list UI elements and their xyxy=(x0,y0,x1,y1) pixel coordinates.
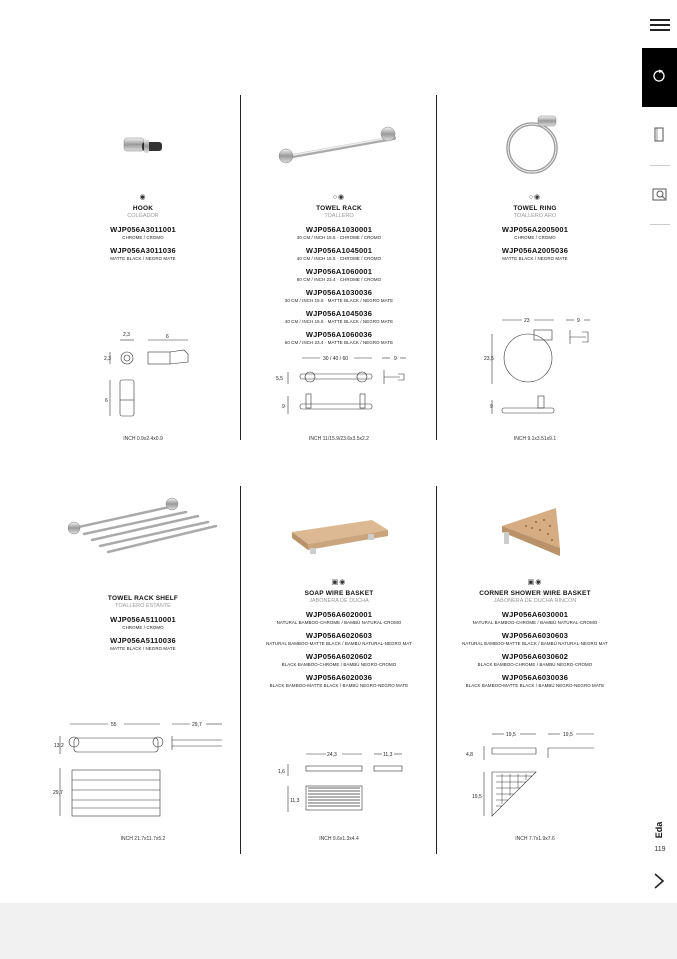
menu-icon[interactable] xyxy=(650,16,670,36)
dim-label: 23,5 xyxy=(484,356,494,362)
dim-label: 1,6 xyxy=(278,769,285,775)
loop-icon xyxy=(652,69,666,83)
product-name: HOOK xyxy=(132,205,154,212)
product-code-desc: BLACK BAMBOO-MATTE BLACK / BAMBÚ NEGRO-NEGRO MATE xyxy=(465,683,605,688)
product-code: WJP056A6020602 xyxy=(305,652,373,661)
product-corner-shower-wire-basket xyxy=(440,578,630,688)
dim-label: 11,3 xyxy=(290,798,300,804)
product-towel-rack-shelf xyxy=(48,591,238,651)
finish-marks: ○◉ xyxy=(332,194,346,201)
hook-dimension-drawing xyxy=(100,328,200,420)
product-code: WJP056A6020603 xyxy=(305,631,373,640)
dim-label: 6 xyxy=(166,334,169,340)
dim-label: 2,3 xyxy=(123,332,130,338)
loop-button[interactable] xyxy=(642,48,677,107)
dim-label: 9 xyxy=(490,404,493,410)
towel-ring-product-image xyxy=(500,110,570,182)
product-code-desc: NATURAL BAMBOO-MATTE BLACK / BAMBÚ NATURAL-NEGRO MAT xyxy=(266,641,412,646)
product-name-es: TOALLERO xyxy=(324,213,354,219)
corner-basket-product-image xyxy=(496,504,570,562)
brand-name: Eda xyxy=(654,821,664,839)
product-code: WJP056A1060036 xyxy=(305,330,373,339)
inch-dimensions: INCH 11/15.9/23.6x3.5x2.2 xyxy=(309,436,369,442)
product-code: WJP056A1060001 xyxy=(305,267,373,276)
footer-strip xyxy=(0,903,677,959)
product-code-desc: 60 CM / INCH 23.4 · MATTE BLACK / NEGRO MATE xyxy=(284,340,394,345)
dim-label: 5,5 xyxy=(276,376,283,382)
next-arrow-icon[interactable] xyxy=(652,872,666,890)
dim-label: 19,5 xyxy=(563,732,573,738)
product-code-desc: 30 CM / INCH 15.5 · CHROME / CROMO xyxy=(296,235,382,240)
product-code: WJP056A1045001 xyxy=(305,246,373,255)
dim-label: 24,3 xyxy=(327,752,337,758)
dim-label: 19,5 xyxy=(472,794,482,800)
dim-label: 29,7 xyxy=(192,722,202,728)
dim-label: 4,8 xyxy=(466,752,473,758)
towel-rack-dimension-drawing xyxy=(272,350,412,422)
product-code-desc: BLACK BAMBOO-CHROME / BAMBÚ NEGRO-CROMO xyxy=(477,662,593,667)
product-code-desc: CHROME / CROMO xyxy=(122,235,164,240)
dim-label: 9 xyxy=(577,318,580,324)
product-code-desc: CHROME / CROMO xyxy=(514,235,556,240)
towel-rack-product-image xyxy=(274,120,404,170)
finish-marks: ○◉ xyxy=(528,194,542,201)
product-code-desc: 40 CM / INCH 15.5 · CHROME / CROMO xyxy=(296,256,382,261)
product-code: WJP056A5110001 xyxy=(110,615,176,624)
product-name-es: JABONERA DE DUCHA RINCON xyxy=(493,598,577,604)
dim-label: 29,7 xyxy=(53,790,63,796)
towel-rack-shelf-product-image xyxy=(62,494,222,560)
product-name: TOWEL RING xyxy=(513,205,557,212)
product-code-desc: MATTE BLACK / NEGRO MATE xyxy=(502,256,568,261)
product-code: WJP056A2005036 xyxy=(501,246,569,255)
product-hook xyxy=(48,193,238,261)
product-code-desc: MATTE BLACK / NEGRO MATE xyxy=(110,646,176,651)
product-name: TOWEL RACK xyxy=(316,205,362,212)
product-soap-wire-basket xyxy=(244,578,434,688)
finish-marks: ▣◉ xyxy=(527,579,543,586)
product-name: TOWEL RACK SHELF xyxy=(107,595,179,602)
product-code: WJP056A6020036 xyxy=(305,673,373,682)
product-code-desc: 40 CM / INCH 15.5 · MATTE BLACK / NEGRO MATE xyxy=(284,319,394,324)
finish-marks: ▣◉ xyxy=(331,579,347,586)
product-code: WJP056A1030036 xyxy=(305,288,373,297)
dim-label: 23 xyxy=(524,318,530,324)
product-code-desc: CHROME / CROMO xyxy=(122,625,164,630)
product-name: SOAP WIRE BASKET xyxy=(304,590,374,597)
product-code-desc: NATURAL BAMBOO-CHROME / BAMBÚ NATURAL-CROMO xyxy=(276,620,402,625)
inch-dimensions: INCH 21.7x11.7x5.2 xyxy=(120,836,166,842)
product-code-desc: MATTE BLACK / NEGRO MATE xyxy=(110,256,176,261)
product-code: WJP056A5110036 xyxy=(110,636,176,645)
product-code: WJP056A6020001 xyxy=(305,610,373,619)
inch-dimensions: INCH 7.7x1.9x7.6 xyxy=(515,836,555,842)
dim-label: 55 xyxy=(111,722,117,728)
zoom-icon[interactable] xyxy=(651,186,669,204)
finish-marks: ◉ xyxy=(139,194,147,201)
column-divider xyxy=(240,486,241,854)
product-code-desc: 30 CM / INCH 15.5 · MATTE BLACK / NEGRO MATE xyxy=(284,298,394,303)
product-code: WJP056A3011036 xyxy=(110,246,176,255)
product-code: WJP056A6030001 xyxy=(501,610,569,619)
dim-label: 11,3 xyxy=(383,752,393,758)
product-code: WJP056A6030603 xyxy=(501,631,569,640)
corner-basket-dimension-drawing xyxy=(462,728,602,822)
separator xyxy=(650,224,670,225)
product-name-es: COLGADOR xyxy=(127,213,159,219)
dim-label: 6 xyxy=(105,398,108,404)
dim-label: 9 xyxy=(282,404,285,410)
column-divider xyxy=(436,486,437,854)
dim-label: 19,5 xyxy=(506,732,516,738)
towel-rack-shelf-dimension-drawing xyxy=(52,716,228,820)
inch-dimensions: INCH 0.9x2.4x0.9 xyxy=(123,436,163,442)
product-code: WJP056A1030001 xyxy=(305,225,373,234)
product-towel-rack xyxy=(244,193,434,345)
soap-basket-product-image xyxy=(288,510,392,556)
separator xyxy=(650,165,670,166)
product-code-desc: NATURAL BAMBOO-MATTE BLACK / BAMBÚ NATURAL-NEGRO MAT xyxy=(462,641,608,646)
product-code: WJP056A1045036 xyxy=(305,309,373,318)
soap-basket-dimension-drawing xyxy=(276,748,406,816)
towel-ring-dimension-drawing xyxy=(482,314,592,420)
product-name: CORNER SHOWER WIRE BASKET xyxy=(479,590,591,597)
product-code: WJP056A6030602 xyxy=(501,652,569,661)
product-code-desc: 60 CM / INCH 23.4 · CHROME / CROMO xyxy=(296,277,382,282)
column-divider xyxy=(436,95,437,440)
product-name-es: TOALLERO ARO xyxy=(513,213,557,219)
column-divider xyxy=(240,95,241,440)
dim-label: 2,3 xyxy=(104,356,111,362)
dim-label: 13,2 xyxy=(54,743,64,749)
product-code: WJP056A2005001 xyxy=(501,225,569,234)
page-number: 119 xyxy=(654,846,666,853)
product-name-es: TOALLERO ESTANTE xyxy=(115,603,171,609)
product-code: WJP056A6030036 xyxy=(501,673,569,682)
product-towel-ring xyxy=(440,193,630,261)
inch-dimensions: INCH 9.6x1.3x4.4 xyxy=(319,836,359,842)
product-code: WJP056A3011001 xyxy=(110,225,176,234)
page-icon[interactable] xyxy=(651,126,667,144)
inch-dimensions: INCH 9.1x3.51x9.1 xyxy=(513,436,557,442)
dim-label: 9 xyxy=(394,356,397,362)
product-code-desc: BLACK BAMBOO-CHROME / BAMBÚ NEGRO-CROMO xyxy=(281,662,397,667)
dim-label: 30 / 40 / 60 xyxy=(323,356,349,362)
hook-product-image xyxy=(116,128,166,162)
product-code-desc: NATURAL BAMBOO-CHROME / BAMBÚ NATURAL-CROMO xyxy=(472,620,598,625)
product-name-es: JABONERA DE DUCHA xyxy=(309,598,369,604)
product-code-desc: BLACK BAMBOO-MATTE BLACK / BAMBÚ NEGRO-NEGRO MATE xyxy=(269,683,409,688)
